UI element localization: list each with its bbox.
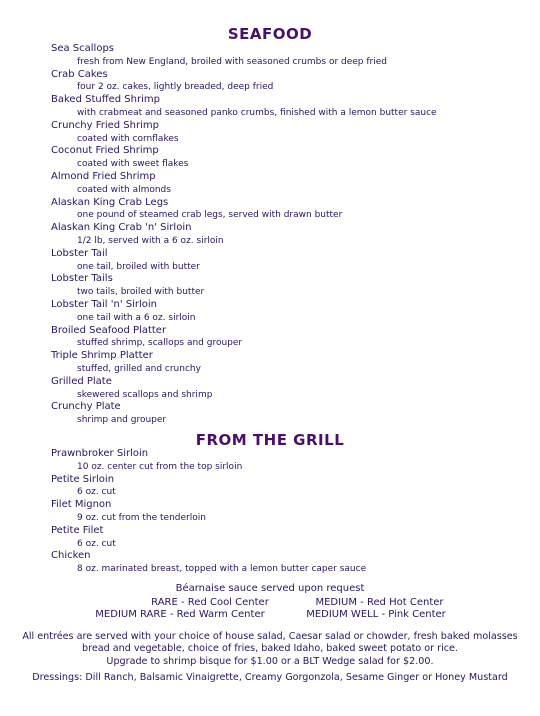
grill-heading: FROM THE GRILL	[195, 431, 345, 449]
seafood-item-name: Crunchy Plate	[51, 401, 121, 413]
seafood-item-description: one tail with a 6 oz. sirloin	[77, 312, 196, 323]
grill-item-name: Petite Filet	[51, 524, 104, 536]
grill-item-description: 10 oz. center cut from the top sirloin	[77, 461, 243, 472]
doneness-rare: RARE - Red Cool Center	[151, 597, 269, 608]
seafood-item-description: shrimp and grouper	[77, 415, 167, 426]
doneness-medium-well: MEDIUM WELL - Pink Center	[306, 609, 446, 620]
grill-item-description: 6 oz. cut	[77, 538, 116, 549]
seafood-item-name: Almond Fried Shrimp	[51, 170, 156, 182]
entree-sides-line-1: All entrées are served with your choice of house salad, Caesar salad or chowder, fresh baked molasses	[22, 631, 518, 642]
bearnaise-note: Béarnaise sauce served upon request	[175, 583, 365, 594]
grill-item-name: Chicken	[51, 550, 91, 562]
seafood-item-description: coated with sweet flakes	[77, 159, 189, 170]
doneness-medium-rare: MEDIUM RARE - Red Warm Center	[95, 609, 265, 620]
seafood-item-list	[51, 43, 531, 427]
grill-item-description: 9 oz. cut from the tenderloin	[77, 512, 206, 523]
seafood-item-description: stuffed shrimp, scallops and grouper	[77, 338, 243, 349]
seafood-item-description: skewered scallops and shrimp	[77, 389, 213, 400]
entree-sides-line-2: bread and vegetable, choice of fries, baked Idaho, baked sweet potato or rice.	[82, 643, 458, 654]
seafood-heading: SEAFOOD	[227, 25, 313, 43]
seafood-item-description: two tails, broiled with butter	[77, 287, 205, 298]
grill-item-list	[51, 448, 531, 576]
seafood-item-name: Alaskan King Crab 'n' Sirloin	[51, 222, 192, 234]
doneness-medium: MEDIUM - Red Hot Center	[315, 597, 444, 608]
seafood-item-name: Sea Scallops	[51, 43, 115, 54]
seafood-item-name: Lobster Tail	[51, 247, 108, 259]
seafood-item-description: stuffed, grilled and crunchy	[77, 363, 201, 374]
seafood-item-name: Coconut Fried Shrimp	[51, 145, 159, 157]
seafood-item-description: one tail, broiled with butter	[77, 261, 200, 272]
seafood-item-description: fresh from New England, broiled with seasoned crumbs or deep fried	[77, 56, 387, 67]
seafood-item-description: four 2 oz. cakes, lightly breaded, deep fried	[77, 82, 274, 93]
dressings-line: Dressings: Dill Ranch, Balsamic Vinaigrette, Creamy Gorgonzola, Sesame Ginger or Honey Mustard	[32, 672, 508, 683]
seafood-item-description: coated with almonds	[77, 184, 171, 195]
seafood-item-name: Lobster Tail 'n' Sirloin	[51, 298, 158, 310]
seafood-item-description: 1/2 lb, served with a 6 oz. sirloin	[77, 235, 224, 246]
seafood-item-name: Baked Stuffed Shrimp	[51, 94, 160, 106]
seafood-item-description: one pound of steamed crab legs, served with drawn butter	[77, 210, 343, 221]
seafood-item-name: Triple Shrimp Platter	[51, 350, 153, 362]
upgrade-note: Upgrade to shrimp bisque for $1.00 or a BLT Wedge salad for $2.00.	[106, 656, 434, 667]
seafood-item-name: Lobster Tails	[51, 273, 113, 285]
seafood-item-description: coated with cornflakes	[77, 133, 179, 144]
grill-item-name: Filet Mignon	[51, 499, 112, 511]
seafood-item-name: Broiled Seafood Platter	[51, 324, 167, 336]
seafood-item-description: with crabmeat and seasoned panko crumbs, finished with a lemon butter sauce	[77, 107, 437, 118]
grill-item-name: Prawnbroker Sirloin	[51, 448, 149, 459]
seafood-item-name: Grilled Plate	[51, 375, 112, 387]
seafood-item-name: Crunchy Fried Shrimp	[51, 119, 159, 131]
grill-item-description: 8 oz. marinated breast, topped with a lemon butter caper sauce	[77, 564, 367, 575]
grill-item-description: 6 oz. cut	[77, 487, 116, 498]
grill-item-name: Petite Sirloin	[51, 473, 115, 485]
seafood-item-name: Alaskan King Crab Legs	[51, 196, 169, 208]
seafood-item-name: Crab Cakes	[51, 68, 108, 80]
